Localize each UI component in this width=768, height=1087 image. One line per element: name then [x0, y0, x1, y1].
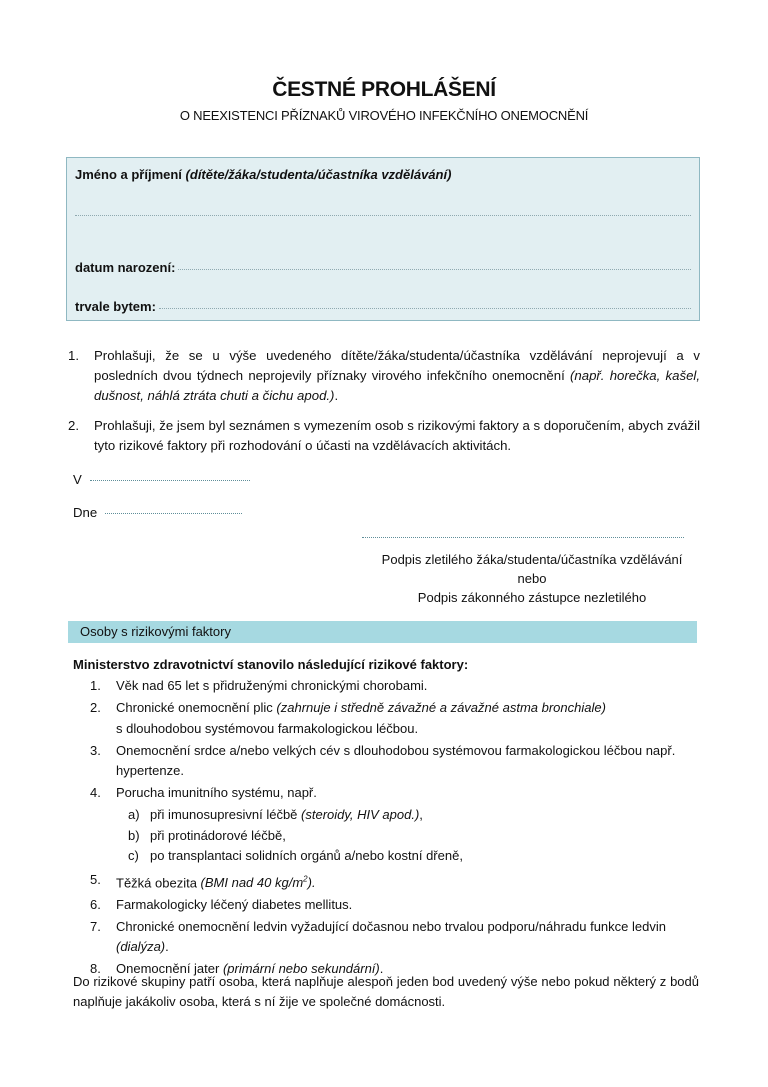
date-row [73, 505, 242, 520]
date-label: Dne [73, 505, 98, 520]
risk-item-7 [90, 917, 700, 958]
risk-intro: Ministerstvo zdravotnictví stanovilo následující rizikové faktory: [73, 657, 469, 672]
declaration-italic: (např. horečka, kašel, dušnost, náhlá ztráta chuti a čichu apod.) [94, 368, 700, 403]
risk-number: 7. [90, 918, 101, 934]
risk-body: Chronické onemocnění plic [116, 700, 277, 715]
risk-tail: ). [307, 874, 316, 890]
signature-line3: Podpis zákonného zástupce nezletilého [417, 590, 647, 605]
risk-text: Porucha imunitního systému, např. [116, 785, 317, 800]
risk-body: Těžká obezita [116, 874, 201, 890]
declaration-text: Prohlašuji, že jsem byl seznámen s vymezením osob s rizikovými faktory a s doporučením, abych zvážil tyto rizikové faktory při rozhodování o účasti na vzdělávacích aktivitách. [94, 418, 700, 453]
risk-number: 4. [90, 785, 101, 800]
declaration-text [94, 346, 700, 406]
risk-item-5 [90, 870, 700, 894]
risk-subitem-a [90, 805, 700, 826]
declaration-2 [66, 416, 700, 456]
subitem-tail: , [419, 807, 423, 822]
declaration-tail: . [334, 388, 339, 403]
risk-number: 3. [90, 742, 101, 758]
subitem-text: po transplantaci solidních orgánů a/nebo kostní dřeně, [150, 848, 463, 863]
risk-number: 1. [90, 678, 101, 693]
risk-text [116, 698, 700, 739]
signature-line1: Podpis zletilého žáka/studenta/účastníka vzdělávání [381, 552, 683, 567]
name-label-row [75, 167, 691, 182]
place-label: V [73, 472, 82, 487]
subitem-letter: a) [128, 807, 140, 822]
risk-section-header: Osoby s rizikovými faktory [68, 621, 697, 643]
subitem-letter: c) [128, 848, 139, 863]
document-title: ČESTNÉ PROHLÁŠENÍ [272, 78, 496, 101]
subitem-letter: b) [128, 827, 140, 843]
risk-number: 8. [90, 961, 101, 977]
identity-box [66, 157, 700, 321]
risk-text: Věk nad 65 let s přidruženými chronickými chorobami. [116, 678, 428, 693]
birth-date-label: datum narození: [75, 260, 176, 275]
risk-item-6 [90, 895, 700, 916]
name-label-italic: (dítěte/žáka/studenta/účastníka vzdělávání) [185, 167, 452, 182]
risk-factor-list [90, 676, 700, 981]
name-dotted-line[interactable] [75, 214, 691, 216]
residence-label: trvale bytem: [75, 299, 156, 314]
birth-date-field[interactable] [178, 268, 691, 270]
risk-tail: s dlouhodobou systémovou farmakologickou léčbou. [116, 720, 419, 736]
residence-row [75, 299, 691, 314]
risk-tail: . [379, 961, 384, 977]
risk-item-3 [90, 741, 700, 782]
date-field[interactable] [105, 513, 242, 514]
risk-superscript: 2 [303, 874, 308, 884]
subitem-text: při protinádorové léčbě, [150, 827, 286, 843]
residence-field[interactable] [159, 307, 691, 309]
risk-text: Farmakologicky léčený diabetes mellitus. [116, 896, 353, 912]
risk-item-2 [90, 698, 700, 739]
risk-tail: . [165, 939, 169, 955]
document-subtitle: O NEEXISTENCI PŘÍZNAKŮ VIROVÉHO INFEKČNÍHO ONEMOCNĚNÍ [179, 108, 589, 123]
risk-number: 6. [90, 896, 101, 912]
risk-text [116, 870, 700, 894]
subitem-body: při imunosupresivní léčbě [150, 807, 302, 822]
name-field[interactable] [75, 216, 691, 218]
declaration-number: 1. [68, 348, 79, 363]
risk-subitem-b [90, 826, 700, 847]
signature-caption [342, 550, 722, 607]
name-label [75, 167, 451, 182]
risk-text: Onemocnění srdce a/nebo velkých cév s dlouhodobou systémovou farmakologickou léčbou např. hypertenze. [116, 742, 676, 778]
place-row [73, 472, 250, 487]
name-label-text: Jméno a příjmení [75, 167, 186, 182]
risk-body: Chronické onemocnění ledvin vyžadující dočasnou nebo trvalou podporu/náhradu funkce ledvin [116, 918, 666, 934]
declaration-1 [66, 346, 700, 406]
risk-italic: (dialýza) [116, 939, 166, 955]
risk-number: 5. [90, 871, 101, 887]
risk-text [116, 917, 700, 958]
risk-italic: (zahrnuje i středně závažné a závažné astma bronchiale) [276, 700, 606, 715]
risk-italic: (BMI nad 40 kg/m [200, 874, 304, 890]
risk-italic: (primární nebo sekundární) [222, 961, 380, 977]
subitem-text [150, 805, 423, 826]
declaration-body: Prohlašuji, že se u výše uvedeného dítěte/žáka/studenta/účastníka vzdělávání neprojevují a v posledních dvou týdnech neprojevily příznaky virového infekčního onemocnění [94, 348, 700, 383]
risk-subitem-c [90, 846, 700, 867]
birth-date-row [75, 260, 691, 275]
risk-item-4 [90, 783, 700, 804]
place-field[interactable] [90, 480, 250, 481]
signature-line[interactable] [362, 537, 684, 538]
declaration-number: 2. [68, 418, 79, 433]
risk-item-1 [90, 676, 700, 697]
risk-closing-paragraph: Do rizikové skupiny patří osoba, která naplňuje alespoň jeden bod uvedený výše nebo pokud některý z bodů naplňuje jakákoliv osoba, která s ní žije ve společné domácnosti. [73, 974, 699, 1009]
subitem-italic: (steroidy, HIV apod.) [301, 807, 420, 822]
signature-line2: nebo [517, 571, 547, 586]
risk-number: 2. [90, 700, 101, 715]
risk-body: Onemocnění jater [116, 961, 223, 977]
